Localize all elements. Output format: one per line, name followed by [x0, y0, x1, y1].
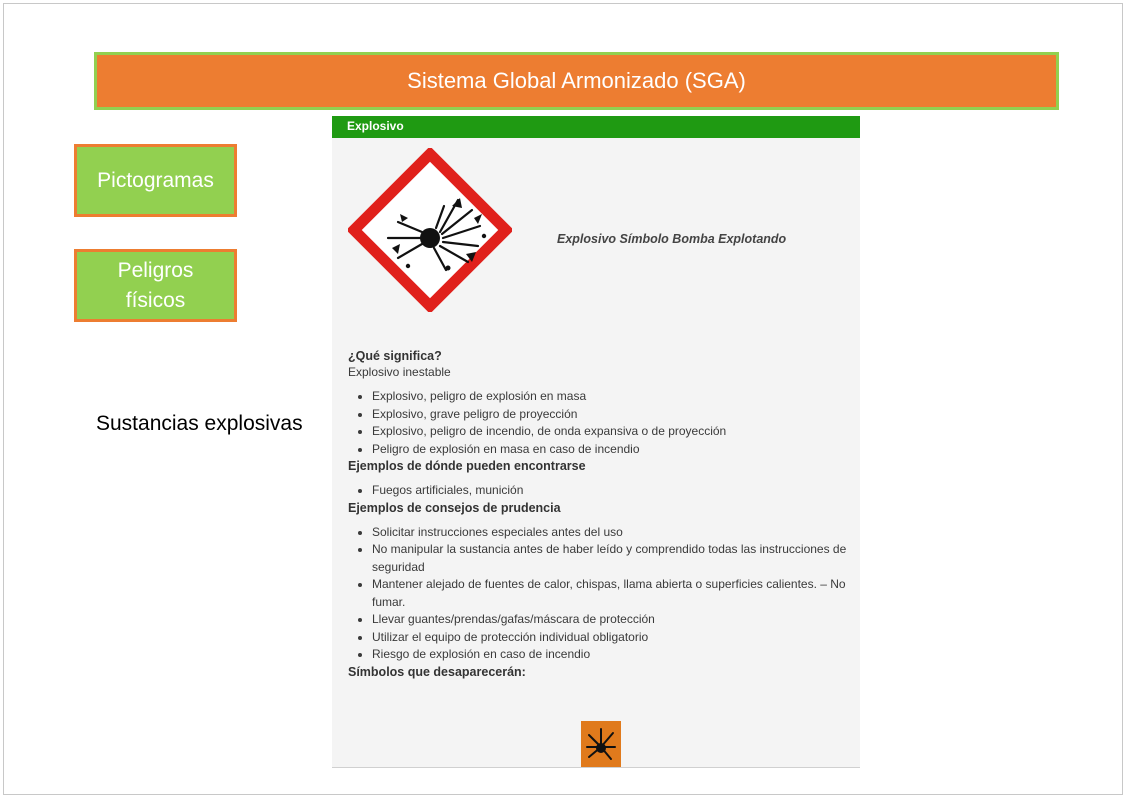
simbolos-heading: Símbolos que desaparecerán:: [348, 664, 526, 679]
list-item: • Explosivo, peligro de explosión en masa: [372, 388, 856, 406]
peligros-fisicos-tag: [74, 249, 237, 322]
sustancias-explosivas-label: Sustancias explosivas: [96, 412, 303, 435]
list-item: • Mantener alejado de fuentes de calor, chispas, llama abierta o superficies calientes. – No fumar.: [372, 576, 856, 611]
peligros-line1: Peligros: [117, 258, 194, 282]
panel-content: [348, 348, 856, 680]
list-item: • Explosivo, grave peligro de proyección: [372, 406, 856, 424]
pictogram-caption: Explosivo Símbolo Bomba Explotando: [557, 232, 787, 246]
consejos-heading: Ejemplos de consejos de prudencia: [348, 500, 561, 515]
list-item: • Peligro de explosión en masa en caso de incendio: [372, 441, 856, 459]
que-significa-heading: ¿Qué significa?: [348, 349, 442, 363]
que-significa-intro: Explosivo inestable: [348, 365, 451, 379]
ejemplos-donde-heading: Ejemplos de dónde pueden encontrarse: [348, 459, 586, 473]
peligros-line2: físicos: [125, 288, 186, 312]
list-item: • No manipular la sustancia antes de haber leído y comprendido todas las instrucciones de seguridad: [372, 541, 856, 576]
que-significa-list: [348, 388, 856, 458]
explosive-info-panel: [332, 116, 860, 768]
peligros-fisicos-label: [96, 256, 216, 316]
list-item: • Riesgo de explosión en caso de incendio: [372, 646, 856, 664]
pictogramas-label: Pictogramas: [97, 168, 214, 192]
list-item: • Llevar guantes/prendas/gafas/máscara de protección: [372, 611, 856, 629]
pictogramas-tag: [74, 144, 237, 217]
list-item: • Explosivo, peligro de incendio, de onda expansiva o de proyección: [372, 423, 856, 441]
list-item: • Fuegos artificiales, munición: [372, 482, 856, 500]
ejemplos-donde-list: [348, 482, 856, 500]
consejos-list: [348, 524, 856, 664]
list-item: • Utilizar el equipo de protección individual obligatorio: [372, 629, 856, 647]
panel-header: Explosivo: [332, 116, 860, 138]
old-explosive-symbol-icon: [581, 721, 621, 767]
slide-title-banner: [94, 52, 1059, 110]
exploding-bomb-icon: [348, 148, 512, 312]
list-item: • Solicitar instrucciones especiales antes del uso: [372, 524, 856, 542]
slide-title: Sistema Global Armonizado (SGA): [407, 68, 746, 93]
